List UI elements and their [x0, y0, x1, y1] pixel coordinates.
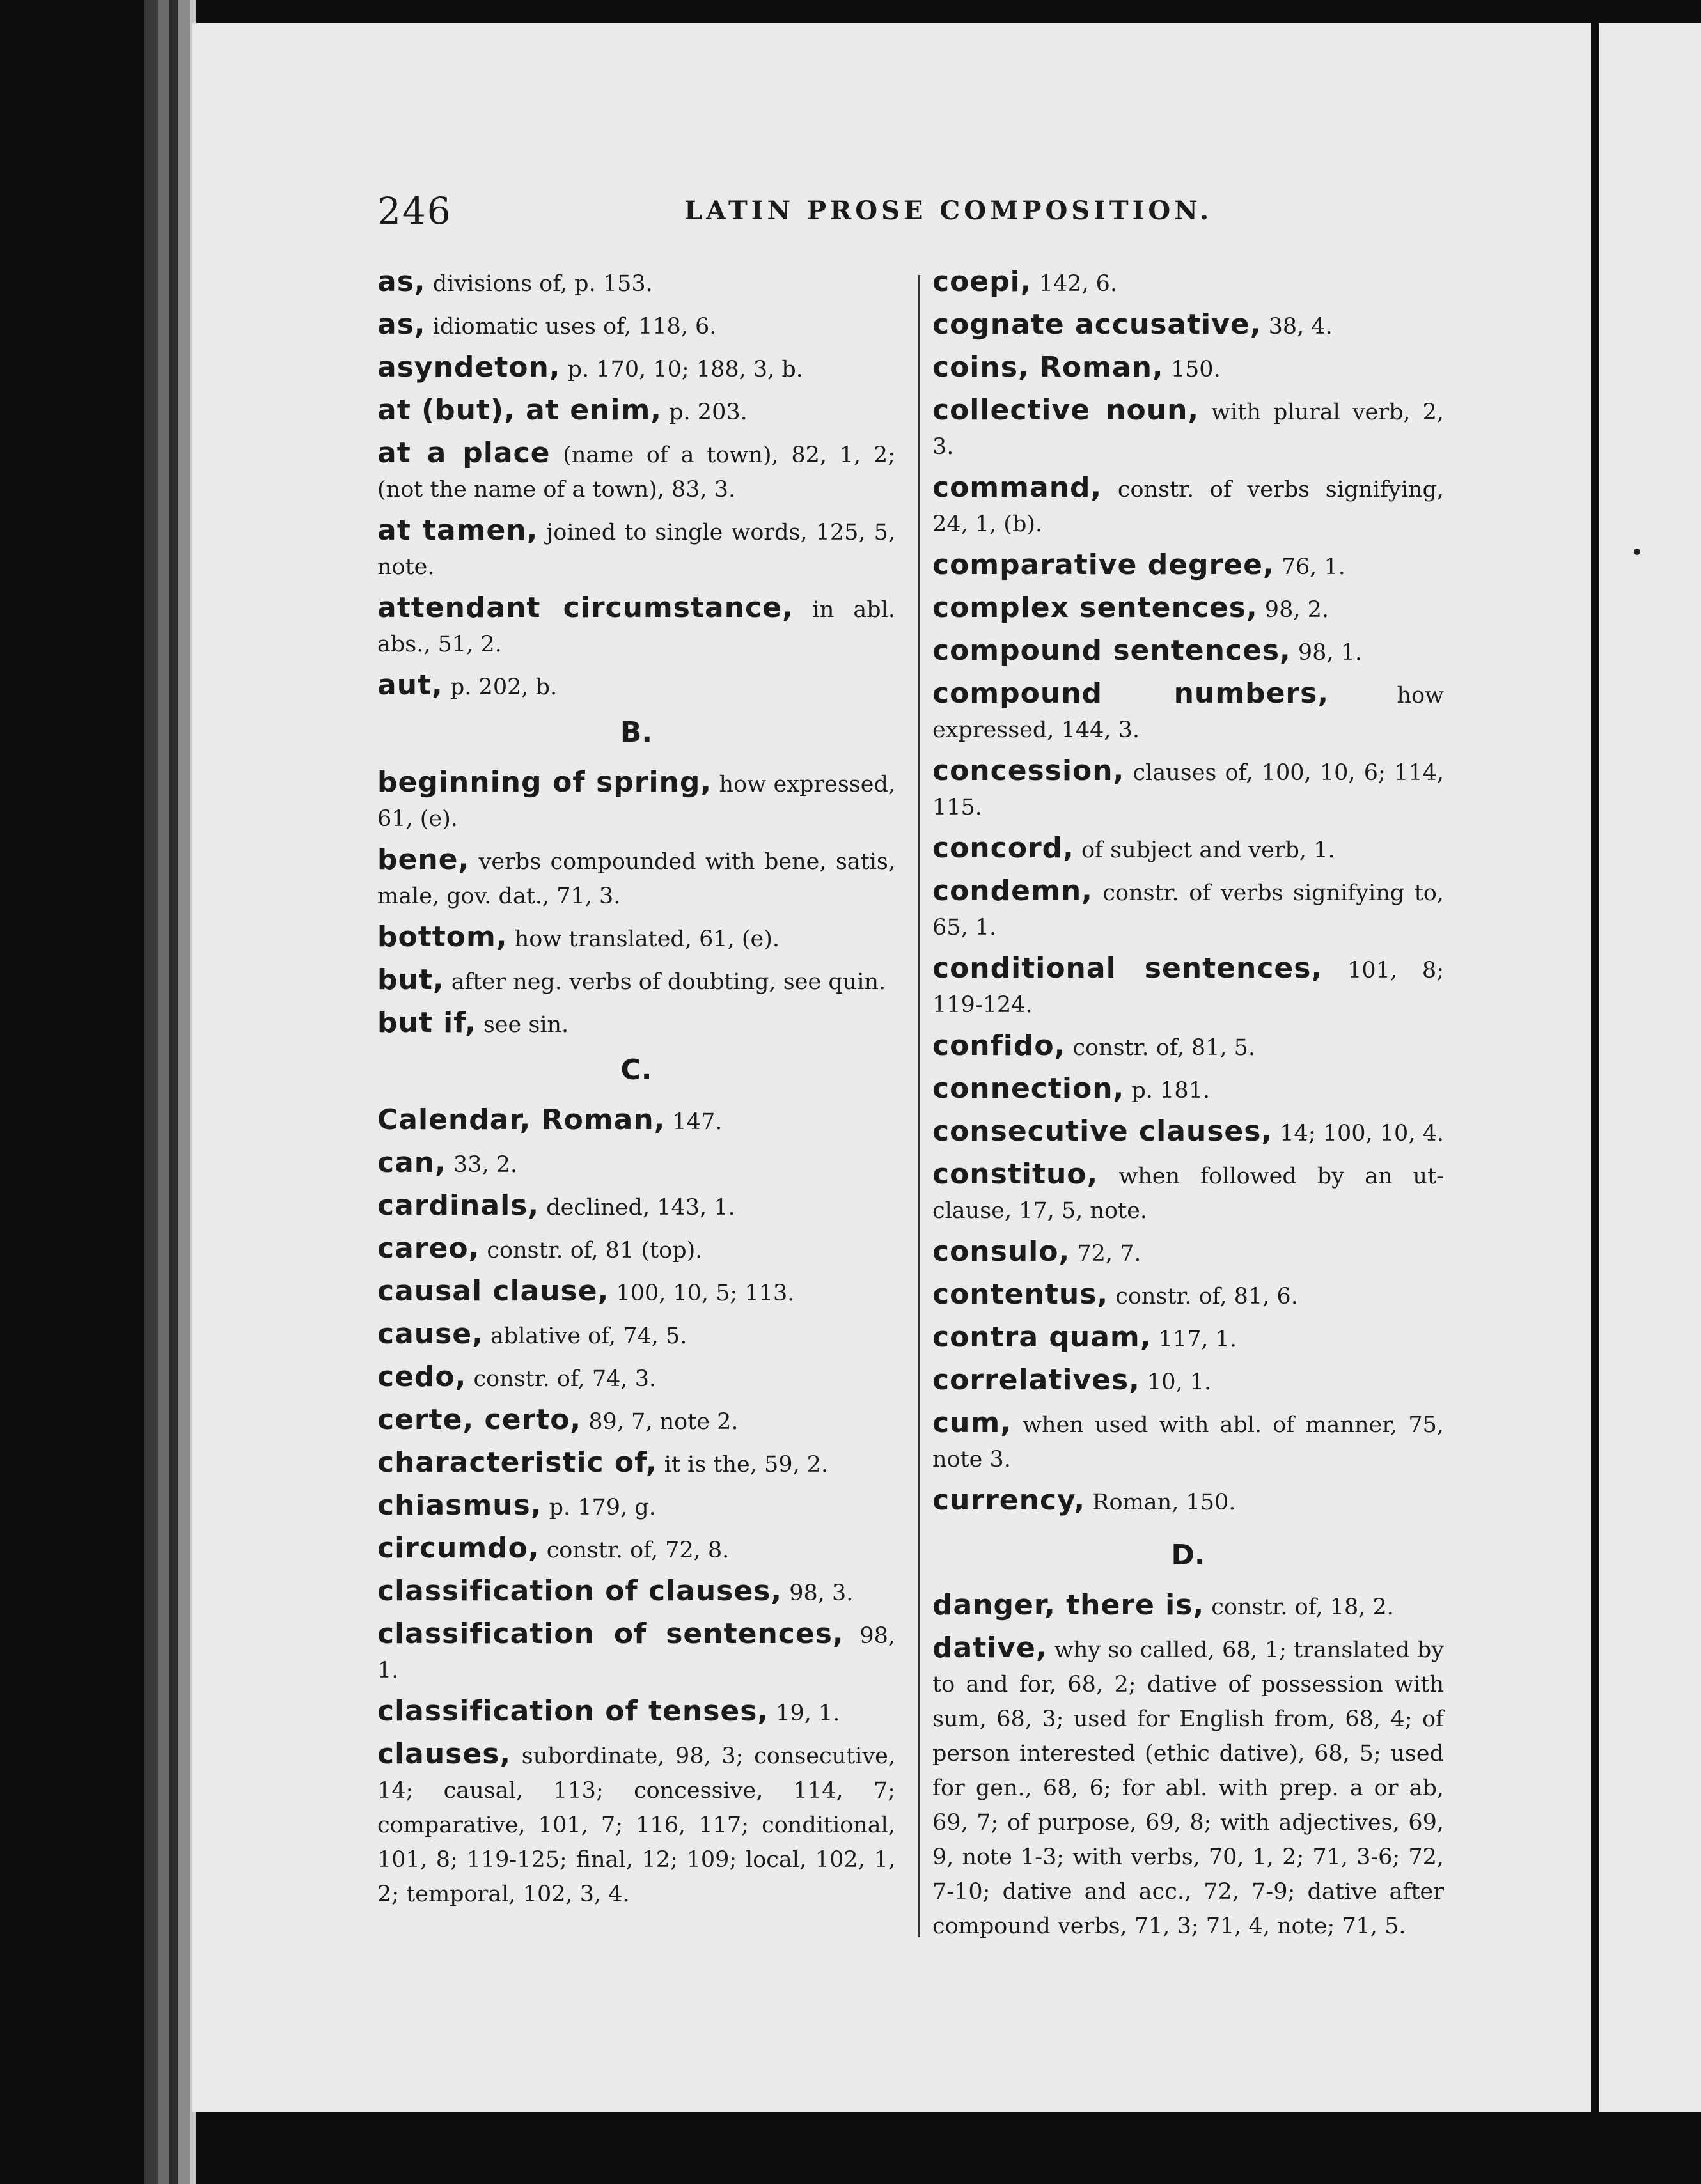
index-entry-refs: it is the, 59, 2.: [657, 1452, 829, 1478]
index-entry-head: characteristic of,: [377, 1446, 657, 1479]
index-entry: [377, 393, 895, 430]
index-entry-refs: 98, 3.: [782, 1580, 854, 1606]
index-entry-refs: with plural verb, 2, 3.: [932, 400, 1444, 460]
page-number: 246: [377, 189, 452, 233]
index-entry: [932, 265, 1444, 301]
index-entry-head: bene,: [377, 843, 470, 876]
index-entry-refs: 19, 1.: [769, 1701, 840, 1726]
entries-c: [377, 1103, 895, 1912]
index-entry-head: beginning of spring,: [377, 766, 712, 799]
index-entry-head: asyndeton,: [377, 351, 561, 384]
index-entry: [932, 831, 1444, 868]
index-entry: [377, 591, 895, 662]
entries-d: [932, 1588, 1444, 1944]
index-entry-head: contra quam,: [932, 1321, 1152, 1353]
index-entry-head: collective noun,: [932, 394, 1200, 426]
index-entry-head: as,: [377, 308, 426, 341]
page-header: [377, 189, 1464, 234]
index-entry-refs: clauses of, 100, 10, 6; 114, 115.: [932, 760, 1444, 820]
index-entry: [377, 1403, 895, 1439]
index-entry: [932, 951, 1444, 1022]
index-entry-head: comparative degree,: [932, 549, 1274, 581]
index-entry-head: at a place: [377, 437, 551, 469]
book-edge: [144, 0, 158, 2184]
index-entry-head: confido,: [932, 1029, 1066, 1062]
index-entry-head: cedo,: [377, 1361, 467, 1393]
index-entry-refs: 117, 1.: [1151, 1327, 1237, 1352]
index-entry-refs: p. 179, g.: [542, 1495, 656, 1520]
index-entry-refs: p. 181.: [1124, 1078, 1210, 1104]
index-entry: [377, 920, 895, 956]
index-entry: [932, 393, 1444, 464]
index-entry-refs: ablative of, 74, 5.: [483, 1323, 687, 1349]
index-entry-refs: why so called, 68, 1; translated by to and for, 68, 2; dative of possession with sum, 68, 3; used for English from, 68, 4; of person interested (ethic dative), 68, 5; used for gen., 68, 6; for abl. with prep. a or ab, 69, 7; of purpose, 69, 8; with adjectives, 69, 9, note 1-3; with verbs, 70, 1, 2; 71, 3-6; 72, 7-10; dative and acc., 72, 7-9; dative after compound verbs, 71, 3; 71, 4, note; 71, 5.: [932, 1637, 1444, 1939]
index-entry: [377, 1694, 895, 1731]
index-entry-refs: p. 170, 10; 188, 3, b.: [560, 357, 803, 382]
facing-page-edge: [1599, 23, 1701, 2112]
index-entry-head: Calendar, Roman,: [377, 1104, 666, 1136]
index-entry-refs: 33, 2.: [446, 1152, 518, 1178]
index-entry: [377, 668, 895, 705]
index-entry-head: classification of clauses,: [377, 1575, 783, 1607]
index-entry-refs: constr. of, 74, 3.: [466, 1366, 657, 1392]
index-entry-head: consulo,: [932, 1235, 1070, 1268]
index-entry-head: consecutive clauses,: [932, 1115, 1273, 1148]
index-entry-head: as,: [377, 265, 426, 298]
index-entry: [377, 1103, 895, 1139]
index-entry-refs: 147.: [665, 1109, 723, 1135]
index-entry: [377, 513, 895, 584]
index-entry: [932, 471, 1444, 542]
index-entry: [932, 1320, 1444, 1357]
index-entry-head: concord,: [932, 832, 1074, 864]
index-entry-head: but,: [377, 963, 444, 996]
index-entry-refs: p. 203.: [662, 400, 748, 425]
index-entry-head: at (but), at enim,: [377, 394, 662, 426]
index-entry: [377, 1531, 895, 1568]
index-entry: [932, 1072, 1444, 1108]
index-entry-refs: constr. of, 72, 8.: [539, 1538, 730, 1563]
index-entry-refs: constr. of verbs signifying to, 65, 1.: [932, 880, 1444, 940]
index-entry-head: constituo,: [932, 1158, 1099, 1190]
index-entry-refs: 76, 1.: [1274, 554, 1345, 580]
index-entry: [932, 1406, 1444, 1477]
index-entry: [932, 1029, 1444, 1065]
index-entry: [377, 1617, 895, 1688]
index-entry-head: attendant circumstance,: [377, 591, 794, 624]
index-entry-refs: constr. of, 81 (top).: [480, 1238, 703, 1263]
index-entry-refs: how translated, 61, (e).: [507, 926, 780, 952]
index-entry-head: currency,: [932, 1484, 1086, 1517]
index-entry-refs: p. 202, b.: [443, 675, 558, 700]
index-entry: [377, 436, 895, 507]
index-entry-refs: constr. of, 18, 2.: [1204, 1595, 1394, 1620]
index-entry: [377, 1360, 895, 1396]
index-entry-refs: 89, 7, note 2.: [581, 1409, 739, 1435]
index-entry-head: can,: [377, 1146, 446, 1179]
index-entry-head: classification of sentences,: [377, 1618, 844, 1650]
index-entry-refs: how expressed, 61, (e).: [377, 772, 895, 832]
section-letter-b: B.: [620, 716, 653, 749]
entries-a: [377, 265, 895, 705]
index-entry: [932, 548, 1444, 584]
index-entry-refs: after neg. verbs of doubting, see quin.: [444, 969, 886, 995]
index-entry-refs: joined to single words, 125, 5, note.: [377, 520, 895, 580]
index-entry-refs: 72, 7.: [1070, 1241, 1141, 1267]
index-entry-head: careo,: [377, 1232, 480, 1265]
index-entry: [932, 874, 1444, 945]
index-entry-refs: idiomatic uses of, 118, 6.: [425, 314, 717, 339]
index-entry-head: cause,: [377, 1318, 483, 1350]
index-entry-head: compound sentences,: [932, 634, 1291, 667]
index-entry-refs: when used with abl. of manner, 75, note 3.: [932, 1412, 1444, 1472]
index-entry-head: complex sentences,: [932, 591, 1258, 624]
index-entry-refs: subordinate, 98, 3; consecutive, 14; causal, 113; concessive, 114, 7; comparative, 101, 7; 116, 117; conditional, 101, 8; 119-125; final, 12; 109; local, 102, 1, 2; temporal, 102, 3, 4.: [377, 1743, 895, 1907]
index-entry: [377, 1737, 895, 1912]
index-entry: [932, 350, 1444, 387]
running-head: LATIN PROSE COMPOSITION.: [684, 196, 1213, 226]
index-entry-refs: 14; 100, 10, 4.: [1273, 1121, 1444, 1146]
speck: [1634, 549, 1640, 555]
index-entry-head: correlatives,: [932, 1364, 1140, 1396]
index-entry-refs: of subject and verb, 1.: [1074, 838, 1335, 863]
index-entry-refs: 98, 1.: [377, 1623, 895, 1683]
index-entry: [932, 1277, 1444, 1314]
index-entry-refs: see sin.: [476, 1012, 569, 1038]
index-entry-head: classification of tenses,: [377, 1695, 769, 1728]
index-entry-refs: Roman, 150.: [1085, 1490, 1236, 1515]
index-entry: [377, 765, 895, 836]
index-entry-head: connection,: [932, 1072, 1125, 1105]
section-letter-d: D.: [1171, 1539, 1205, 1572]
index-entry-refs: how expressed, 144, 3.: [932, 683, 1444, 743]
index-entry: [377, 265, 895, 301]
index-entry-head: danger, there is,: [932, 1589, 1205, 1621]
index-entry-head: chiasmus,: [377, 1489, 542, 1522]
index-entry-head: bottom,: [377, 921, 508, 953]
index-entry: [377, 843, 895, 914]
index-entry-head: contentus,: [932, 1278, 1109, 1311]
section-letter-c: C.: [620, 1054, 652, 1086]
index-entry-refs: when followed by an ut-clause, 17, 5, note.: [932, 1164, 1444, 1224]
entries-b: [377, 765, 895, 1042]
index-entry-head: circumdo,: [377, 1532, 540, 1564]
index-entry-head: cum,: [932, 1407, 1012, 1439]
index-entry-refs: 98, 2.: [1257, 597, 1329, 623]
index-entry: [377, 1446, 895, 1482]
index-entry-refs: constr. of verbs signifying, 24, 1, (b).: [932, 477, 1444, 537]
index-entry-head: condemn,: [932, 875, 1093, 907]
index-entry: [377, 1488, 895, 1525]
index-entry-refs: 100, 10, 5; 113.: [609, 1281, 795, 1306]
index-entry: [377, 1189, 895, 1225]
index-entry: [932, 1363, 1444, 1400]
index-entry-head: conditional sentences,: [932, 952, 1323, 985]
index-entry-head: cardinals,: [377, 1189, 540, 1222]
index-entry: [377, 1574, 895, 1611]
book-edge: [178, 0, 190, 2184]
index-entry-refs: divisions of, p. 153.: [425, 271, 653, 297]
index-entry: [377, 308, 895, 344]
index-entry-head: coepi,: [932, 265, 1032, 298]
index-entry: [932, 1631, 1444, 1944]
index-entry-refs: declined, 143, 1.: [539, 1195, 735, 1221]
index-entry: [932, 591, 1444, 627]
index-entry-head: compound numbers,: [932, 677, 1329, 710]
index-entry: [377, 963, 895, 999]
index-entry-refs: (name of a town), 82, 1, 2; (not the name of a town), 83, 3.: [377, 442, 895, 503]
index-entry: [377, 1274, 895, 1311]
index-entry: [377, 1146, 895, 1182]
index-entry: [932, 1157, 1444, 1228]
index-entry-refs: 142, 6.: [1031, 271, 1118, 297]
column-divider: [918, 275, 920, 1937]
index-entry-head: certe, certo,: [377, 1403, 582, 1436]
index-entry-head: but if,: [377, 1006, 476, 1039]
index-entry-refs: constr. of, 81, 5.: [1065, 1035, 1256, 1061]
index-entry: [932, 1588, 1444, 1625]
index-entry-head: clauses,: [377, 1738, 512, 1770]
left-column: [377, 265, 895, 1918]
book-edge: [158, 0, 169, 2184]
index-entry: [377, 1317, 895, 1353]
index-entry-refs: 98, 1.: [1290, 640, 1363, 666]
index-entry-head: at tamen,: [377, 514, 538, 547]
right-column: [932, 265, 1444, 1950]
index-entry-head: command,: [932, 471, 1102, 504]
index-entry-refs: in abl. abs., 51, 2.: [377, 597, 896, 657]
index-entry: [377, 1231, 895, 1268]
index-entry-refs: 10, 1.: [1140, 1369, 1212, 1395]
index-entry: [932, 676, 1444, 747]
index-entry-head: coins, Roman,: [932, 351, 1164, 384]
index-entry-refs: constr. of, 81, 6.: [1108, 1284, 1298, 1309]
index-entry-refs: 38, 4.: [1261, 314, 1333, 339]
index-entry: [932, 1114, 1444, 1151]
entries-c-continued: [932, 265, 1444, 1520]
index-entry-refs: verbs compounded with bene, satis, male, gov. dat., 71, 3.: [377, 849, 895, 909]
index-entry: [377, 1006, 895, 1042]
index-entry-refs: 101, 8; 119-124.: [932, 958, 1444, 1018]
index-entry: [932, 1483, 1444, 1520]
index-entry-head: aut,: [377, 669, 443, 701]
index-entry: [932, 634, 1444, 670]
index-entry: [377, 350, 895, 387]
index-entry-head: dative,: [932, 1632, 1047, 1664]
book-edge: [169, 0, 178, 2184]
index-entry: [932, 754, 1444, 825]
index-entry-head: cognate accusative,: [932, 308, 1262, 341]
index-entry-head: concession,: [932, 754, 1125, 787]
index-entry: [932, 1235, 1444, 1271]
index-entry-head: causal clause,: [377, 1275, 609, 1307]
index-entry-refs: 150.: [1163, 357, 1221, 382]
index-entry: [932, 308, 1444, 344]
